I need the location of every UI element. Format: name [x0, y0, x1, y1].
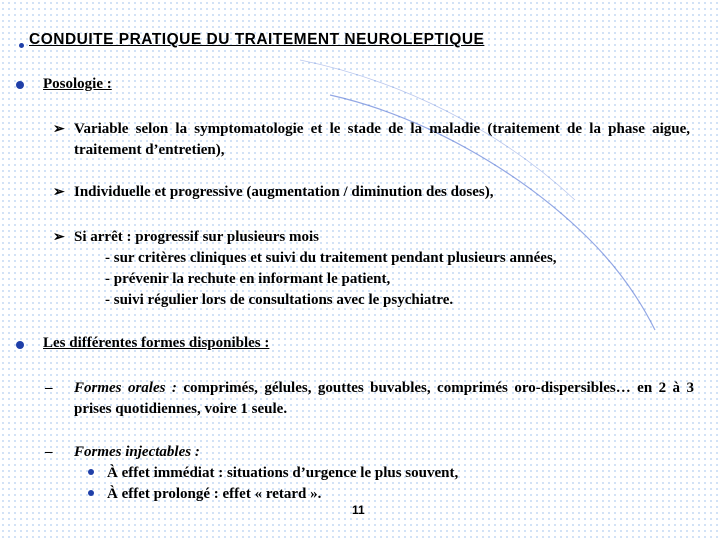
formes-injectables: – Formes injectables :: [74, 442, 200, 463]
page-number: 11: [352, 503, 365, 517]
arrow-bullet-icon: ➢: [53, 230, 65, 245]
posologie-heading: Posologie :: [43, 76, 112, 92]
dot-bullet-icon: [16, 341, 24, 349]
dash-bullet: –: [45, 380, 53, 396]
dot-bullet-icon: [16, 81, 24, 89]
injectable-item-1: À effet immédiat : situations d’urgence le plus souvent,: [107, 465, 459, 481]
sub-item: - prévenir la rechute en informant le patient,: [105, 271, 391, 287]
arrow-bullet-icon: ➢: [53, 122, 65, 137]
posologie-item-3: ➢ Si arrêt : progressif sur plusieurs mois - sur critères cliniques et suivi du traitement pendant plusieurs années, - prévenir la rechute en informant le patient, - suivi régulier lors de consultations avec le psychiatre.: [74, 227, 557, 311]
formes-heading: Les différentes formes disponibles :: [43, 335, 270, 351]
page-title: CONDUITE PRATIQUE DU TRAITEMENT NEUROLEPTIQUE: [29, 31, 485, 48]
posologie-item-1: ➢ Variable selon la symptomatologie et le stade de la maladie (traitement de la phase aigue, traitement d’entretien),: [53, 121, 690, 158]
title-dot-icon: [19, 43, 24, 48]
formes-orales: – Formes orales : comprimés, gélules, gouttes buvables, comprimés oro-dispersibles… en 2 à 3 prises quotidiennes, voire 1 seule.: [45, 380, 695, 417]
dot-bullet-icon: [88, 490, 94, 496]
posologie-item-2: ➢ Individuelle et progressive (augmentation / diminution des doses),: [74, 182, 494, 203]
dot-bullet-icon: [88, 469, 94, 475]
dash-bullet: –: [45, 444, 53, 460]
arrow-bullet-icon: ➢: [53, 185, 65, 200]
injectable-item-2: À effet prolongé : effet « retard ».: [107, 486, 322, 502]
sub-item: - suivi régulier lors de consultations avec le psychiatre.: [105, 292, 454, 308]
sub-item: - sur critères cliniques et suivi du traitement pendant plusieurs années,: [105, 250, 557, 266]
